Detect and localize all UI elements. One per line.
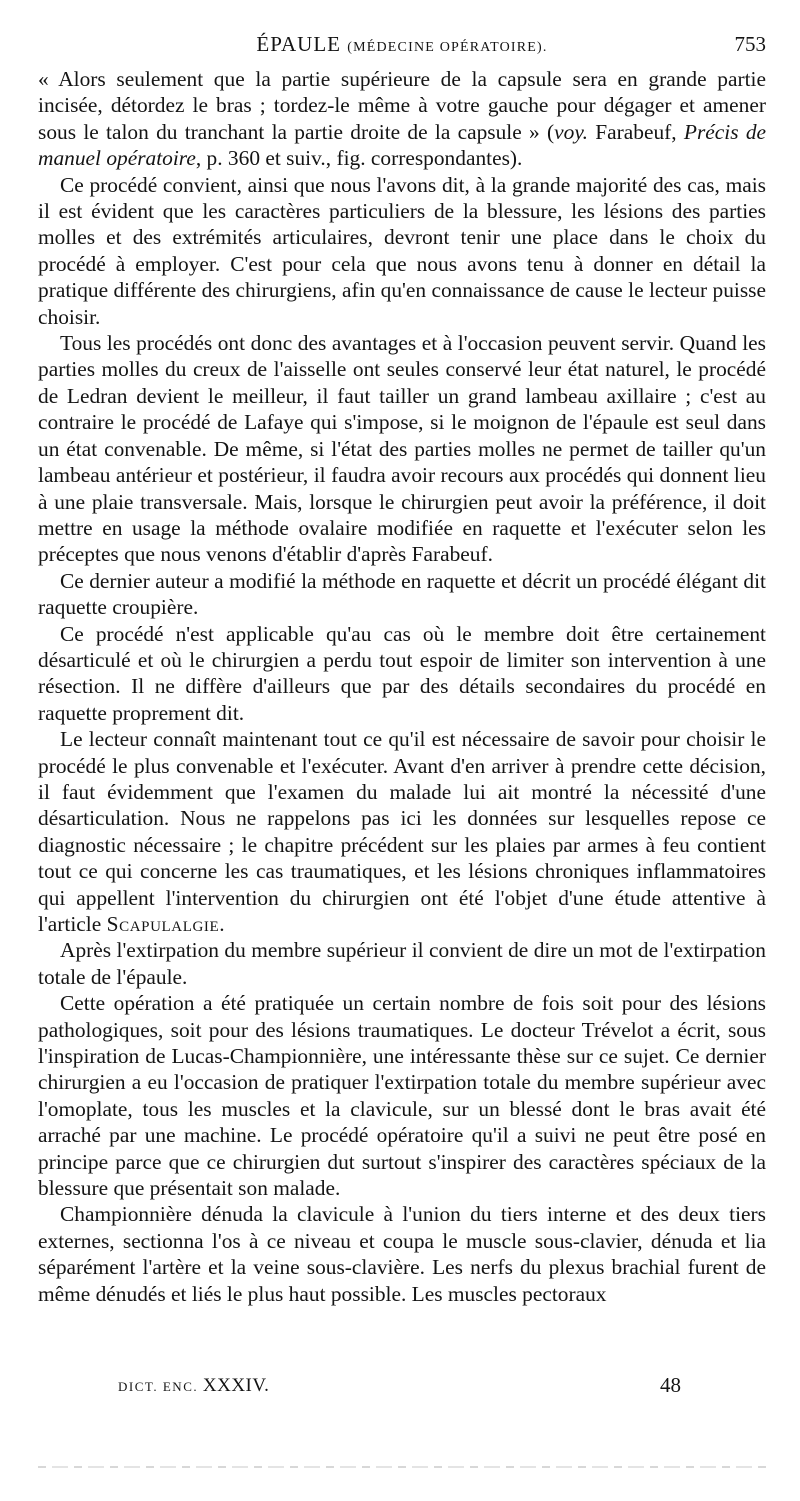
- paragraph-7: Après l'extirpation du membre supérieur il convient de dire un mot de l'extirpation totale de l'épaule.: [38, 938, 766, 989]
- page-footer: [38, 1373, 766, 1403]
- paragraph-1-between: Farabeuf,: [587, 119, 684, 144]
- paragraph-9: Championnière dénuda la clavicule à l'union du tiers interne et des deux tiers externes, sectionna l'os à ce niveau et coupa le muscle sous-clavier, dénuda et lia séparément l'artère et la veine sous-clavière. Les nerfs du plexus brachial furent de même dénudés et liés le plus haut possible. Les muscles pectoraux: [38, 1202, 766, 1306]
- volume-number: XXXIV.: [202, 1375, 270, 1396]
- scan-bleed-through: [38, 1466, 766, 1468]
- printer-signature: [118, 1375, 269, 1397]
- paragraph-1-text: « Alors seulement que la partie supérieure de la capsule sera en grande partie incisée, détordez le bras ; tordez-le même à votre gauche pour dégager et amener sous le talon du tranchant la partie droite de la capsule » (: [38, 67, 766, 144]
- paragraph-8: Cette opération a été pratiquée un certain nombre de fois soit pour des lésions pathologiques, soit pour des lésions traumatiques. Le docteur Trévelot a écrit, sous l'inspiration de Lucas-Championnière, une intéressante thèse sur ce sujet. Ce dernier chirurgien a eu l'occasion de pratiquer l'extirpation totale du membre supérieur avec l'omoplate, tous les muscles et la clavicule, sur un blessé dont le bras avait été arraché par une machine. Le procédé opératoire qu'il a suivi ne peut être posé en principe parce que ce chirurgien dut surtout s'inspirer des caractères spéciaux de la blessure que présentait son malade.: [38, 991, 766, 1201]
- header-title: ÉPAULE: [256, 32, 341, 56]
- italic-voy: voy.: [554, 119, 588, 144]
- paragraph-3: Tous les procédés ont donc des avantages et à l'occasion peuvent servir. Quand les parties molles du creux de l'aisselle ont seules conservé leur état naturel, le procédé de Ledran devient le meilleur, il faut tailler un grand lambeau axillaire ; c'est au contraire le procédé de Lafaye qui s'impose, si le moignon de l'épaule est seul dans un état convenable. De même, si l'état des parties molles ne permet de tailler qu'un lambeau antérieur et postérieur, il faudra avoir recours aux procédés qui donnent lieu à une plaie transversale. Mais, lorsque le chirurgien peut avoir la préférence, il doit mettre en usage la méthode ovalaire modifiée en raquette et l'exécuter selon les préceptes que nous venons d'établir d'après Farabeuf.: [38, 331, 766, 567]
- paragraph-4: Ce dernier auteur a modifié la méthode en raquette et décrit un procédé élégant dit raquette croupière.: [38, 568, 766, 620]
- page-number: 753: [734, 32, 766, 56]
- italic-book-title: Précis de manuel opératoire: [38, 119, 767, 171]
- signature-label: DICT. ENC.: [118, 1379, 199, 1394]
- running-title: [38, 32, 766, 57]
- header-subtitle: (MÉDECINE OPÉRATOIRE).: [347, 40, 548, 55]
- paragraph-6-text: Le lecteur connaît maintenant tout ce qu'il est nécessaire de savoir pour choisir le procédé le plus convenable et l'exécuter. Avant d'en arriver à prendre cette décision, il faut évidemment que l'examen du malade lui ait montré la nécessité d'une désarticulation. Nous ne rappelons pas ici les données sur lesquelles repose ce diagnostic nécessaire ; le chapitre précédent sur les plaies par armes à feu contient tout ce qui concerne les cas traumatiques, et les lésions chroniques inflammatoires qui appellent l'intervention du chirurgien ont été l'objet d'une étude attentive à l'article: [38, 727, 766, 936]
- paragraph-2: Ce procédé convient, ainsi que nous l'avons dit, à la grande majorité des cas, mais il est évident que les caractères particuliers de la blessure, les lésions des parties molles et des extrémités articulaires, devront tenir une place dans le choix du procédé à employer. C'est pour cela que nous avons tenu à donner en détail la pratique différente des chirurgiens, afin qu'en connaissance de cause le lecteur puisse choisir.: [38, 172, 766, 329]
- paragraph-5: Ce procédé n'est applicable qu'au cas où le membre doit être certainement désarticulé et où le chirurgien a perdu tout espoir de limiter son intervention à une résection. Il ne diffère d'ailleurs que par des détails secondaires du procédé en raquette proprement dit.: [38, 621, 766, 725]
- paragraph-6: [38, 726, 766, 937]
- paragraph-1-end: , p. 360 et suiv., fig. correspondantes).: [195, 146, 523, 171]
- sheet-number: 48: [660, 1373, 681, 1397]
- running-header: [38, 32, 766, 62]
- smallcaps-scapulalgie: Scapulalgie: [106, 912, 220, 936]
- paragraph-6-end: .: [219, 912, 225, 936]
- body-text: [38, 66, 766, 1307]
- paragraph-1: [38, 66, 766, 172]
